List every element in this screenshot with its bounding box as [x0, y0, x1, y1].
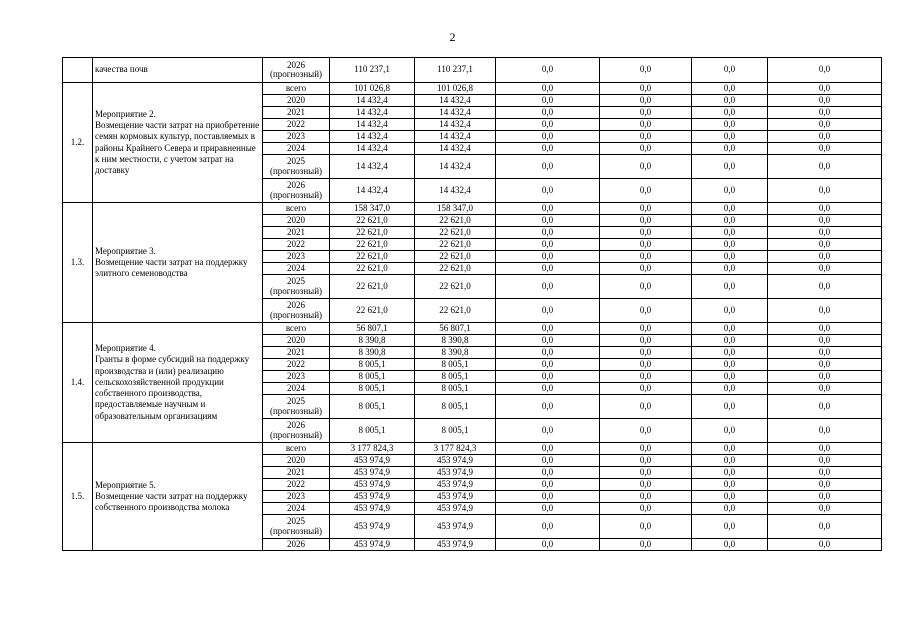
- value-cell: 0,0: [496, 179, 600, 203]
- value-cell: 0,0: [768, 215, 882, 227]
- item-name: Мероприятие 5. Возмещение части затрат на поддержку собственного производства молока: [93, 443, 263, 551]
- budget-cell: 14 432,4: [415, 119, 496, 131]
- value-cell: 0,0: [600, 155, 692, 179]
- year-cell: 2021: [263, 467, 330, 479]
- budget-cell: 22 621,0: [415, 215, 496, 227]
- value-cell: 0,0: [496, 215, 600, 227]
- budget-cell: 8 005,1: [415, 359, 496, 371]
- total-cell: 14 432,4: [330, 143, 415, 155]
- year-cell: 2021: [263, 227, 330, 239]
- value-cell: 0,0: [692, 275, 768, 299]
- year-cell: 2022: [263, 239, 330, 251]
- year-cell: 2026 (прогнозный): [263, 419, 330, 443]
- table-row: [63, 203, 882, 215]
- value-cell: 0,0: [692, 83, 768, 95]
- budget-cell: 22 621,0: [415, 263, 496, 275]
- value-cell: 0,0: [496, 383, 600, 395]
- total-cell: 14 432,4: [330, 95, 415, 107]
- value-cell: 0,0: [600, 227, 692, 239]
- value-cell: 0,0: [496, 143, 600, 155]
- value-cell: 0,0: [692, 371, 768, 383]
- value-cell: 0,0: [768, 467, 882, 479]
- year-cell: 2020: [263, 335, 330, 347]
- value-cell: 0,0: [768, 275, 882, 299]
- item-name: Мероприятие 4. Гранты в форме субсидий на поддержку производства и (или) реализацию сельскохозяйственной продукции собственного производства, предоставляемые научным и образовательным организациям: [93, 323, 263, 443]
- total-cell: 453 974,9: [330, 491, 415, 503]
- value-cell: 0,0: [692, 119, 768, 131]
- value-cell: 0,0: [600, 83, 692, 95]
- table-row: [63, 323, 882, 335]
- budget-cell: 22 621,0: [415, 239, 496, 251]
- item-number: 1.3.: [63, 203, 93, 323]
- budget-cell: 8 005,1: [415, 395, 496, 419]
- budget-cell: 14 432,4: [415, 143, 496, 155]
- value-cell: 0,0: [600, 515, 692, 539]
- total-cell: 8 005,1: [330, 419, 415, 443]
- value-cell: 0,0: [768, 395, 882, 419]
- value-cell: 0,0: [692, 503, 768, 515]
- year-cell: 2024: [263, 143, 330, 155]
- value-cell: 0,0: [496, 275, 600, 299]
- total-cell: 453 974,9: [330, 503, 415, 515]
- year-cell: 2026 (прогнозный): [263, 299, 330, 323]
- item-name: качества почв: [93, 58, 263, 83]
- value-cell: 0,0: [768, 83, 882, 95]
- value-cell: 0,0: [600, 215, 692, 227]
- value-cell: 0,0: [768, 227, 882, 239]
- value-cell: 0,0: [768, 491, 882, 503]
- total-cell: 101 026,8: [330, 83, 415, 95]
- year-cell: 2022: [263, 359, 330, 371]
- value-cell: 0,0: [768, 455, 882, 467]
- budget-cell: 8 005,1: [415, 383, 496, 395]
- total-cell: 14 432,4: [330, 179, 415, 203]
- budget-cell: 22 621,0: [415, 251, 496, 263]
- budget-cell: 22 621,0: [415, 275, 496, 299]
- value-cell: 0,0: [600, 275, 692, 299]
- value-cell: 0,0: [600, 335, 692, 347]
- value-cell: 0,0: [768, 239, 882, 251]
- item-number: 1.5.: [63, 443, 93, 551]
- value-cell: 0,0: [768, 443, 882, 455]
- year-cell: 2020: [263, 455, 330, 467]
- year-cell: 2024: [263, 503, 330, 515]
- value-cell: 0,0: [768, 107, 882, 119]
- item-number: [63, 58, 93, 83]
- value-cell: 0,0: [496, 443, 600, 455]
- value-cell: 0,0: [692, 155, 768, 179]
- value-cell: 0,0: [600, 58, 692, 83]
- value-cell: 0,0: [600, 203, 692, 215]
- value-cell: 0,0: [692, 143, 768, 155]
- year-cell: 2020: [263, 95, 330, 107]
- budget-cell: 14 432,4: [415, 155, 496, 179]
- value-cell: 0,0: [768, 179, 882, 203]
- table-row: [63, 58, 882, 83]
- value-cell: 0,0: [768, 479, 882, 491]
- value-cell: 0,0: [692, 227, 768, 239]
- year-cell: 2024: [263, 383, 330, 395]
- year-cell: всего: [263, 203, 330, 215]
- year-cell: 2026: [263, 539, 330, 551]
- value-cell: 0,0: [768, 155, 882, 179]
- value-cell: 0,0: [768, 203, 882, 215]
- budget-cell: 8 005,1: [415, 371, 496, 383]
- budget-cell: 22 621,0: [415, 299, 496, 323]
- table-row: [63, 443, 882, 455]
- value-cell: 0,0: [600, 251, 692, 263]
- year-cell: 2023: [263, 491, 330, 503]
- value-cell: 0,0: [692, 335, 768, 347]
- value-cell: 0,0: [600, 359, 692, 371]
- value-cell: 0,0: [692, 215, 768, 227]
- value-cell: 0,0: [768, 383, 882, 395]
- value-cell: 0,0: [768, 251, 882, 263]
- total-cell: 22 621,0: [330, 239, 415, 251]
- budget-cell: 8 390,8: [415, 335, 496, 347]
- total-cell: 22 621,0: [330, 275, 415, 299]
- value-cell: 0,0: [496, 503, 600, 515]
- year-cell: 2023: [263, 131, 330, 143]
- value-cell: 0,0: [600, 239, 692, 251]
- value-cell: 0,0: [496, 347, 600, 359]
- value-cell: 0,0: [600, 419, 692, 443]
- value-cell: 0,0: [496, 203, 600, 215]
- year-cell: 2025 (прогнозный): [263, 275, 330, 299]
- budget-cell: 8 390,8: [415, 347, 496, 359]
- value-cell: 0,0: [496, 239, 600, 251]
- budget-cell: 22 621,0: [415, 227, 496, 239]
- value-cell: 0,0: [600, 383, 692, 395]
- value-cell: 0,0: [692, 443, 768, 455]
- value-cell: 0,0: [768, 95, 882, 107]
- value-cell: 0,0: [692, 95, 768, 107]
- budget-cell: 110 237,1: [415, 58, 496, 83]
- value-cell: 0,0: [768, 119, 882, 131]
- value-cell: 0,0: [496, 227, 600, 239]
- total-cell: 8 005,1: [330, 395, 415, 419]
- item-number: 1.4.: [63, 323, 93, 443]
- value-cell: 0,0: [496, 491, 600, 503]
- value-cell: 0,0: [496, 371, 600, 383]
- year-cell: 2025 (прогнозный): [263, 515, 330, 539]
- value-cell: 0,0: [692, 323, 768, 335]
- budget-cell: 14 432,4: [415, 107, 496, 119]
- value-cell: 0,0: [600, 95, 692, 107]
- value-cell: 0,0: [496, 515, 600, 539]
- value-cell: 0,0: [600, 131, 692, 143]
- value-cell: 0,0: [692, 263, 768, 275]
- value-cell: 0,0: [768, 58, 882, 83]
- value-cell: 0,0: [768, 335, 882, 347]
- value-cell: 0,0: [768, 539, 882, 551]
- value-cell: 0,0: [496, 155, 600, 179]
- value-cell: 0,0: [692, 251, 768, 263]
- value-cell: 0,0: [496, 467, 600, 479]
- value-cell: 0,0: [692, 299, 768, 323]
- value-cell: 0,0: [692, 58, 768, 83]
- total-cell: 453 974,9: [330, 539, 415, 551]
- value-cell: 0,0: [600, 299, 692, 323]
- value-cell: 0,0: [600, 347, 692, 359]
- budget-cell: 158 347,0: [415, 203, 496, 215]
- value-cell: 0,0: [600, 455, 692, 467]
- budget-cell: 453 974,9: [415, 479, 496, 491]
- budget-cell: 14 432,4: [415, 131, 496, 143]
- value-cell: 0,0: [600, 179, 692, 203]
- value-cell: 0,0: [600, 539, 692, 551]
- value-cell: 0,0: [496, 119, 600, 131]
- total-cell: 453 974,9: [330, 479, 415, 491]
- year-cell: 2021: [263, 347, 330, 359]
- budget-cell: 3 177 824,3: [415, 443, 496, 455]
- budget-cell: 453 974,9: [415, 539, 496, 551]
- value-cell: 0,0: [600, 503, 692, 515]
- value-cell: 0,0: [768, 503, 882, 515]
- value-cell: 0,0: [600, 491, 692, 503]
- budget-cell: 14 432,4: [415, 95, 496, 107]
- value-cell: 0,0: [496, 455, 600, 467]
- value-cell: 0,0: [768, 299, 882, 323]
- year-cell: 2021: [263, 107, 330, 119]
- value-cell: 0,0: [496, 323, 600, 335]
- value-cell: 0,0: [600, 119, 692, 131]
- total-cell: 14 432,4: [330, 119, 415, 131]
- value-cell: 0,0: [600, 371, 692, 383]
- value-cell: 0,0: [692, 491, 768, 503]
- total-cell: 453 974,9: [330, 515, 415, 539]
- item-name: Мероприятие 2. Возмещение части затрат на приобретение семян кормовых культур, поставляемых в районы Крайнего Севера и приравненные к ним местности, с учетом затрат на доставку: [93, 83, 263, 203]
- budget-cell: 453 974,9: [415, 515, 496, 539]
- total-cell: 8 005,1: [330, 371, 415, 383]
- total-cell: 3 177 824,3: [330, 443, 415, 455]
- value-cell: 0,0: [600, 323, 692, 335]
- budget-cell: 101 026,8: [415, 83, 496, 95]
- value-cell: 0,0: [692, 419, 768, 443]
- value-cell: 0,0: [692, 479, 768, 491]
- value-cell: 0,0: [768, 131, 882, 143]
- total-cell: 453 974,9: [330, 455, 415, 467]
- budget-cell: 8 005,1: [415, 419, 496, 443]
- value-cell: 0,0: [600, 263, 692, 275]
- year-cell: 2026 (прогнозный): [263, 179, 330, 203]
- value-cell: 0,0: [600, 443, 692, 455]
- value-cell: 0,0: [600, 479, 692, 491]
- total-cell: 8 390,8: [330, 347, 415, 359]
- budget-cell: 453 974,9: [415, 491, 496, 503]
- year-cell: 2023: [263, 251, 330, 263]
- value-cell: 0,0: [692, 395, 768, 419]
- budget-cell: 14 432,4: [415, 179, 496, 203]
- value-cell: 0,0: [600, 395, 692, 419]
- value-cell: 0,0: [600, 143, 692, 155]
- value-cell: 0,0: [496, 95, 600, 107]
- value-cell: 0,0: [692, 203, 768, 215]
- value-cell: 0,0: [496, 359, 600, 371]
- value-cell: 0,0: [496, 539, 600, 551]
- value-cell: 0,0: [496, 419, 600, 443]
- total-cell: 22 621,0: [330, 251, 415, 263]
- year-cell: 2022: [263, 479, 330, 491]
- value-cell: 0,0: [768, 515, 882, 539]
- item-number: 1.2.: [63, 83, 93, 203]
- total-cell: 22 621,0: [330, 263, 415, 275]
- value-cell: 0,0: [496, 107, 600, 119]
- value-cell: 0,0: [496, 299, 600, 323]
- total-cell: 158 347,0: [330, 203, 415, 215]
- year-cell: 2023: [263, 371, 330, 383]
- year-cell: 2020: [263, 215, 330, 227]
- page-number: 2: [449, 30, 456, 44]
- value-cell: 0,0: [692, 239, 768, 251]
- value-cell: 0,0: [768, 143, 882, 155]
- value-cell: 0,0: [692, 131, 768, 143]
- total-cell: 14 432,4: [330, 155, 415, 179]
- value-cell: 0,0: [496, 83, 600, 95]
- budget-cell: 56 807,1: [415, 323, 496, 335]
- value-cell: 0,0: [600, 107, 692, 119]
- funding-table: [62, 57, 882, 551]
- budget-cell: 453 974,9: [415, 503, 496, 515]
- value-cell: 0,0: [496, 131, 600, 143]
- value-cell: 0,0: [768, 263, 882, 275]
- value-cell: 0,0: [692, 539, 768, 551]
- value-cell: 0,0: [600, 467, 692, 479]
- value-cell: 0,0: [496, 479, 600, 491]
- value-cell: 0,0: [768, 347, 882, 359]
- value-cell: 0,0: [692, 383, 768, 395]
- total-cell: 110 237,1: [330, 58, 415, 83]
- total-cell: 22 621,0: [330, 299, 415, 323]
- total-cell: 14 432,4: [330, 131, 415, 143]
- table-body: [63, 58, 882, 551]
- value-cell: 0,0: [692, 515, 768, 539]
- total-cell: 56 807,1: [330, 323, 415, 335]
- total-cell: 8 005,1: [330, 383, 415, 395]
- year-cell: 2026 (прогнозный): [263, 58, 330, 83]
- total-cell: 8 005,1: [330, 359, 415, 371]
- year-cell: 2024: [263, 263, 330, 275]
- value-cell: 0,0: [692, 467, 768, 479]
- value-cell: 0,0: [496, 335, 600, 347]
- total-cell: 22 621,0: [330, 215, 415, 227]
- year-cell: всего: [263, 83, 330, 95]
- value-cell: 0,0: [692, 347, 768, 359]
- total-cell: 8 390,8: [330, 335, 415, 347]
- total-cell: 14 432,4: [330, 107, 415, 119]
- value-cell: 0,0: [768, 419, 882, 443]
- budget-cell: 453 974,9: [415, 467, 496, 479]
- value-cell: 0,0: [692, 107, 768, 119]
- value-cell: 0,0: [692, 359, 768, 371]
- value-cell: 0,0: [496, 58, 600, 83]
- value-cell: 0,0: [768, 371, 882, 383]
- year-cell: всего: [263, 323, 330, 335]
- value-cell: 0,0: [496, 395, 600, 419]
- year-cell: 2025 (прогнозный): [263, 155, 330, 179]
- value-cell: 0,0: [692, 455, 768, 467]
- value-cell: 0,0: [496, 251, 600, 263]
- table-row: [63, 83, 882, 95]
- value-cell: 0,0: [768, 359, 882, 371]
- total-cell: 22 621,0: [330, 227, 415, 239]
- year-cell: всего: [263, 443, 330, 455]
- value-cell: 0,0: [768, 323, 882, 335]
- budget-cell: 453 974,9: [415, 455, 496, 467]
- year-cell: 2025 (прогнозный): [263, 395, 330, 419]
- total-cell: 453 974,9: [330, 467, 415, 479]
- item-name: Мероприятие 3. Возмещение части затрат на поддержку элитного семеноводства: [93, 203, 263, 323]
- value-cell: 0,0: [496, 263, 600, 275]
- year-cell: 2022: [263, 119, 330, 131]
- value-cell: 0,0: [692, 179, 768, 203]
